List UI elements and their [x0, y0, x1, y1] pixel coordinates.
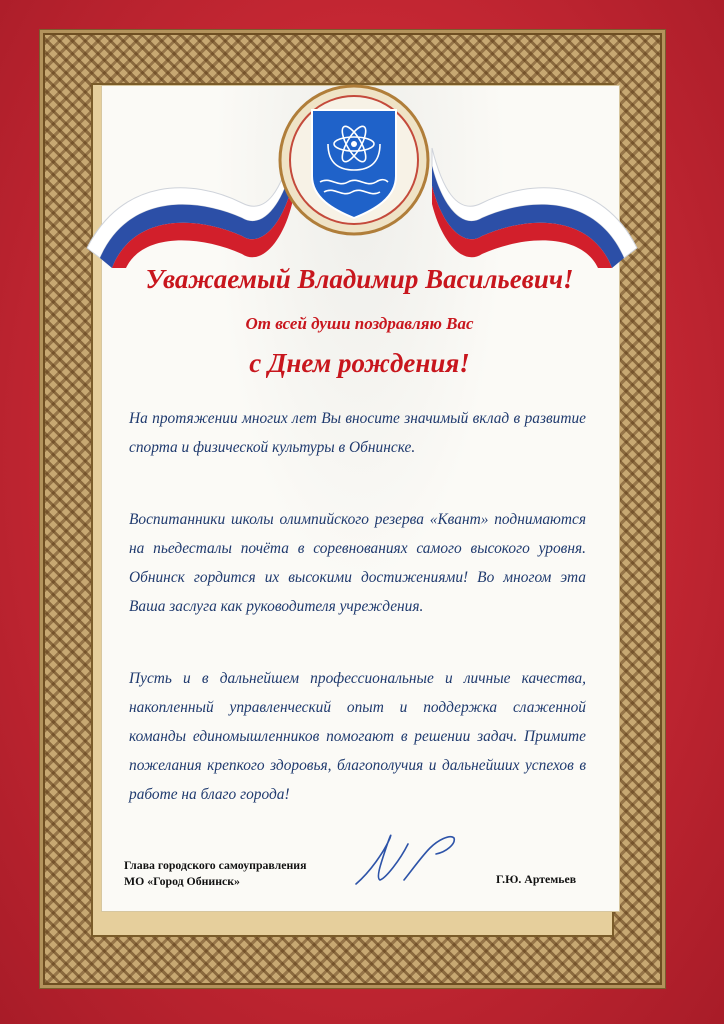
signatory-position: [124, 857, 306, 889]
body-paragraph-3: Пусть и в дальнейшем профессиональные и личные качества, накопленный управленческий опыт и поддержка слаженной команды единомышленников помогают в решении задач. Примите пожелания крепкого здоровья, благополучия и дальнейших успехов в работе на благо города!: [129, 670, 586, 803]
congrats-subheading: От всей души поздравляю Вас: [245, 314, 474, 333]
body-paragraph-1: На протяжении многих лет Вы вносите значимый вклад в развитие спорта и физической культуры в Обнинске.: [129, 410, 586, 456]
position-line-2: МО «Город Обнинск»: [124, 874, 240, 888]
signatory-name: Г.Ю. Артемьев: [496, 872, 577, 886]
greeting-heading: Уважаемый Владимир Васильевич!: [145, 264, 574, 294]
occasion-heading: с Днем рождения!: [249, 348, 470, 378]
body-paragraph-2: Воспитанники школы олимпийского резерва «Квант» поднимаются на пьедесталы почёта в соревнованиях самого высокого уровня. Обнинск гордится их высокими достижениями! Во многом эта Ваша заслуга как руководителя учреждения.: [129, 511, 586, 615]
position-line-1: Глава городского самоуправления: [124, 858, 307, 872]
coat-of-arms-icon: [278, 84, 430, 236]
handwritten-signature-icon: [350, 826, 460, 888]
